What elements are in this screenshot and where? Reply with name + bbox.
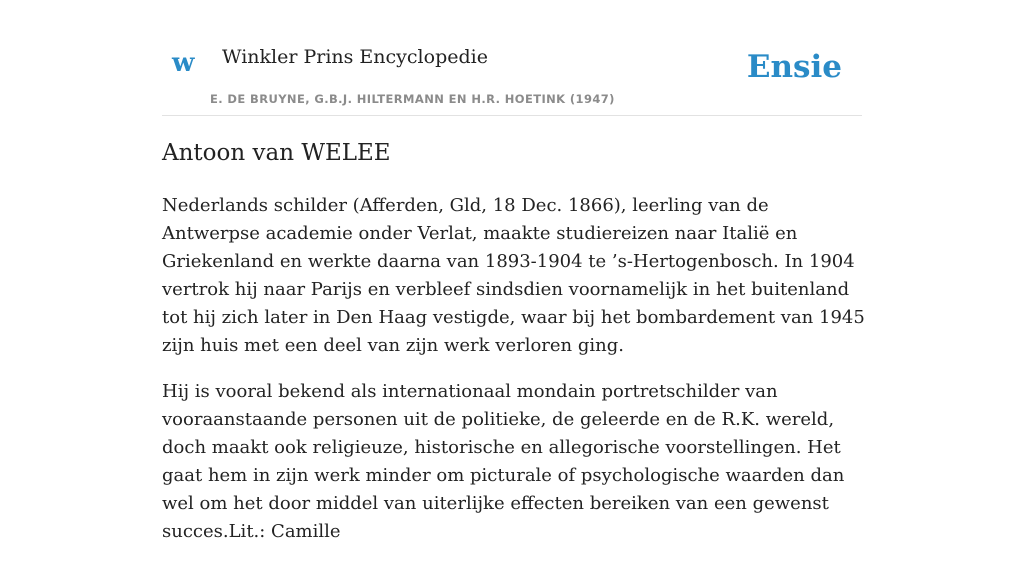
- winkler-prins-logo[interactable]: w: [172, 48, 195, 78]
- ensie-logo-link[interactable]: Ensie: [746, 49, 842, 85]
- article-paragraph-2: Hij is vooral bekend als internationaal mondain portretschilder van vooraanstaande personen uit de politieke, de geleerde en de R.K. wereld, doch maakt ook religieuze, historische en allegorische voorstellingen. Het gaat hem in zijn werk minder om picturale of psychologische waarden dan wel om het door middel van uiterlijke effecten bereiken van een gewenst succes.Lit.: Camille: [162, 381, 845, 542]
- book-title[interactable]: Winkler Prins Encyclopedie: [222, 46, 488, 68]
- book-authors: E. DE BRUYNE, G.B.J. HILTERMANN EN H.R. HOETINK (1947): [210, 92, 615, 106]
- article-paragraph-1: Nederlands schilder (Afferden, Gld, 18 Dec. 1866), leerling van de Antwerpse academie onder Verlat, maakte studiereizen naar Italië en Griekenland en werkte daarna van 1893-1904 te ’s-Hertogenbosch. In 1904 vertrok hij naar Parijs en verbleef sindsdien voornamelijk in het buitenland tot hij zich later in Den Haag vestigde, waar bij het bombardement van 1945 zijn huis met een deel van zijn werk verloren ging.: [162, 195, 865, 356]
- page-header: [162, 40, 862, 116]
- article-body: [162, 192, 866, 564]
- article-title: Antoon van WELEE: [162, 140, 391, 166]
